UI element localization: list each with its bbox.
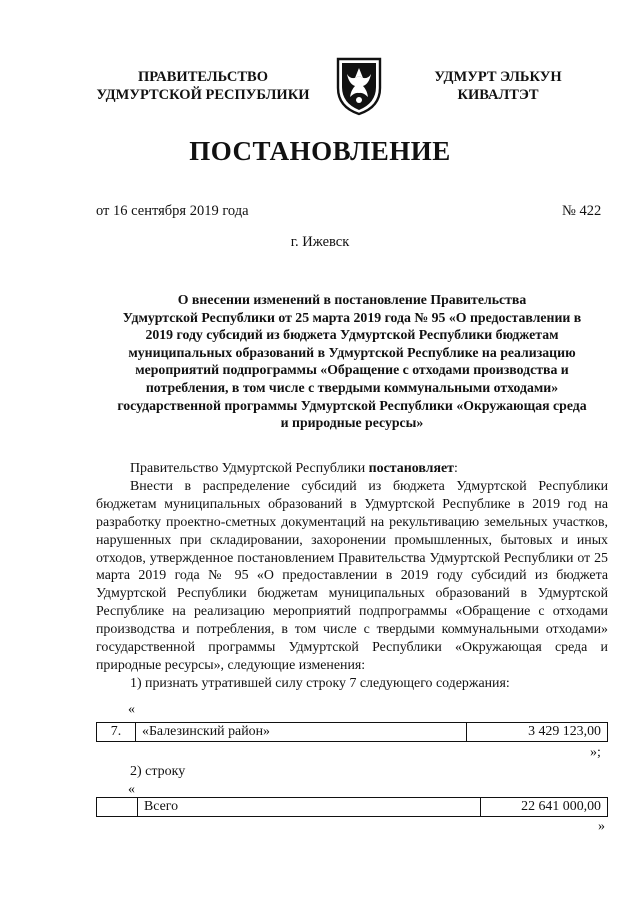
header-left-line1: ПРАВИТЕЛЬСТВО	[138, 69, 268, 85]
intro-colon: :	[453, 461, 458, 476]
row-name: Всего	[138, 798, 481, 817]
document-subject	[96, 291, 608, 432]
item-2: 2) строку	[130, 764, 186, 779]
document-city: г. Ижевск	[290, 234, 350, 250]
header-right-line2: КИВАЛТЭТ	[457, 87, 539, 103]
document-date: от 16 сентября 2019 года	[96, 203, 249, 219]
subject-line: и природные ресурсы»	[280, 415, 424, 431]
resolution-paragraph: Внести в распределение субсидий из бюджета Удмуртской Республики бюджетам муниципальных образований в Удмуртской Республике в 2019 год на разработку проектно-сметных документаций на рекультивацию земельных участков, нарушенных при складировании, захоронении промышленных, бытовых и иных отходов, утвержденное постановлением Правительства Удмуртской Республики от 25 марта 2019 года № 95 «О предоставлении в 2019 году субсидий из бюджета Удмуртской Республики бюджетам муниципальных образований в Удмуртской Республике на реализацию мероприятий подпрограммы «Обращение с отходами производства и потребления, в том числе с твердыми коммунальными отходами» государственной программы Удмуртской Республики «Окружающая среда и природные ресурсы», следующие изменения:	[96, 478, 608, 673]
open-quote-1: «	[128, 702, 135, 717]
table-row	[97, 723, 608, 742]
header-left	[78, 68, 328, 104]
document-title: ПОСТАНОВЛЕНИЕ	[189, 136, 451, 166]
close-quote-2: »	[598, 819, 605, 834]
document-body	[96, 460, 608, 693]
intro-keyword: постановляет	[368, 461, 454, 476]
subject-line: потребления, в том числе с твердыми коммунальными отходами»	[145, 379, 559, 395]
subject-line: 2019 году субсидий из бюджета Удмуртской Республики бюджетам	[145, 327, 559, 343]
document-number: № 422	[562, 203, 602, 219]
item-1: 1) признать утратившей силу строку 7 следующего содержания:	[130, 675, 510, 691]
subject-line: О внесении изменений в постановление Правительства	[177, 292, 527, 307]
table-row	[97, 798, 608, 817]
table-row-total	[96, 797, 608, 817]
coat-of-arms-icon	[334, 54, 384, 116]
row-value: 22 641 000,00	[481, 798, 608, 817]
open-quote-2: «	[128, 782, 135, 797]
row-name: «Балезинский район»	[136, 723, 467, 742]
header-right	[398, 68, 598, 104]
header-right-line1: УДМУРТ ЭЛЬКУН	[434, 69, 562, 85]
table-row-7	[96, 722, 608, 742]
subject-line: муниципальных образований в Удмуртской Республике на реализацию	[128, 344, 576, 360]
close-quote-1: »;	[590, 745, 601, 760]
row-number	[97, 798, 138, 817]
resolution-intro	[96, 460, 608, 478]
header-left-line2: УДМУРТСКОЙ РЕСПУБЛИКИ	[96, 87, 310, 103]
intro-text: Правительство Удмуртской Республики	[130, 461, 369, 476]
row-number: 7.	[97, 723, 136, 742]
row-value: 3 429 123,00	[467, 723, 608, 742]
subject-line: мероприятий подпрограммы «Обращение с отходами производства и	[135, 362, 569, 378]
subject-line: Удмуртской Республики от 25 марта 2019 года № 95 «О предоставлении в	[122, 309, 582, 325]
subject-line: государственной программы Удмуртской Республики «Окружающая среда	[117, 397, 587, 413]
